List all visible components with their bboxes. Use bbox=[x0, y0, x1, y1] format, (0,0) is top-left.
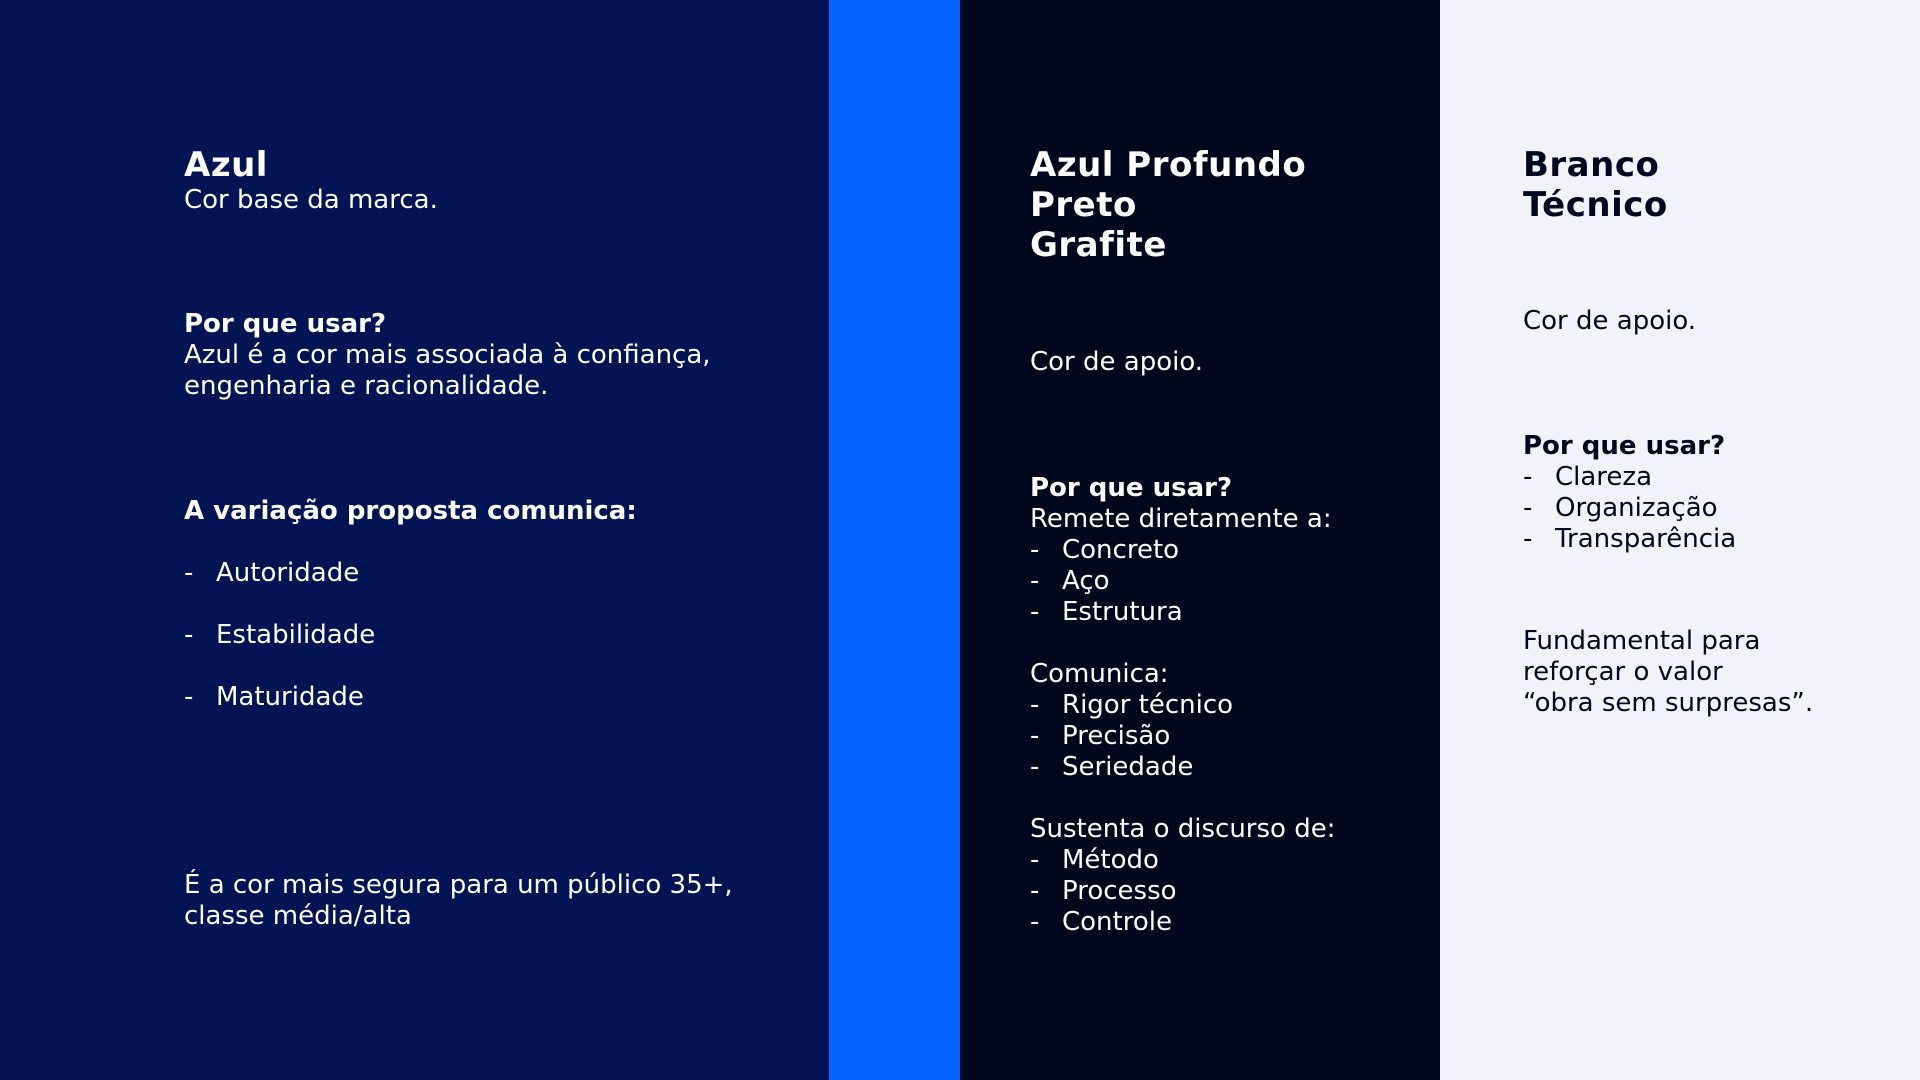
white-header bbox=[1523, 145, 1668, 225]
list-item: - Método bbox=[1030, 845, 1335, 876]
list-item: - Seriedade bbox=[1030, 752, 1335, 783]
white-subtitle: Cor de apoio. bbox=[1523, 306, 1697, 336]
list-item: - Autoridade bbox=[184, 558, 637, 589]
list-item: - Maturidade bbox=[184, 682, 637, 713]
azul-why-heading: Por que usar? bbox=[184, 309, 387, 339]
list-item: - Estrutura bbox=[1030, 597, 1335, 628]
list-item: - Precisão bbox=[1030, 721, 1335, 752]
white-why-list bbox=[1523, 462, 1736, 555]
list-item: - Estabilidade bbox=[184, 620, 637, 651]
azul-subtitle: Cor base da marca. bbox=[184, 185, 438, 215]
azul-variation-heading: A variação proposta comunica: bbox=[184, 496, 637, 526]
dark-communicates-label: Comunica: bbox=[1030, 659, 1169, 689]
azul-why-section bbox=[184, 309, 711, 402]
azul-title: Azul bbox=[184, 145, 268, 185]
dark-sustains-list bbox=[1030, 845, 1335, 938]
dark-title-line-3: Grafite bbox=[1030, 225, 1167, 265]
azul-footer-line-2: classe média/alta bbox=[184, 901, 412, 931]
panel-azul bbox=[0, 0, 829, 1080]
list-item: - Rigor técnico bbox=[1030, 690, 1335, 721]
list-item: - Processo bbox=[1030, 876, 1335, 907]
azul-why-line-1: Azul é a cor mais associada à confiança, bbox=[184, 340, 711, 370]
list-item: - Clareza bbox=[1523, 462, 1736, 493]
dark-header bbox=[1030, 145, 1306, 265]
azul-variation-list bbox=[184, 558, 637, 713]
white-title-line-1: Branco bbox=[1523, 145, 1660, 185]
list-item: - Aço bbox=[1030, 566, 1335, 597]
dark-why-section bbox=[1030, 473, 1335, 938]
white-why-section bbox=[1523, 431, 1736, 555]
dark-title-line-1: Azul Profundo bbox=[1030, 145, 1307, 185]
azul-footer-line-1: É a cor mais segura para um público 35+, bbox=[184, 870, 733, 900]
dark-refers-list bbox=[1030, 535, 1335, 628]
panel-white bbox=[1440, 0, 1920, 1080]
azul-header bbox=[184, 145, 438, 216]
list-item: - Transparência bbox=[1523, 524, 1736, 555]
dark-subtitle: Cor de apoio. bbox=[1030, 347, 1204, 377]
azul-variation-section bbox=[184, 496, 637, 713]
dark-why-heading: Por que usar? bbox=[1030, 473, 1233, 503]
white-footer bbox=[1523, 626, 1813, 719]
list-item: - Organização bbox=[1523, 493, 1736, 524]
dark-title-line-2: Preto bbox=[1030, 185, 1137, 225]
white-footer-line-1: Fundamental para bbox=[1523, 626, 1761, 656]
list-item: - Concreto bbox=[1030, 535, 1335, 566]
list-item: - Controle bbox=[1030, 907, 1335, 938]
white-footer-line-3: “obra sem surpresas”. bbox=[1523, 688, 1814, 718]
dark-refers-label: Remete diretamente a: bbox=[1030, 504, 1332, 534]
azul-why-line-2: engenharia e racionalidade. bbox=[184, 371, 549, 401]
white-footer-line-2: reforçar o valor bbox=[1523, 657, 1723, 687]
dark-communicates-list bbox=[1030, 690, 1335, 783]
white-title-line-2: Técnico bbox=[1523, 185, 1668, 225]
accent-stripe bbox=[829, 0, 960, 1080]
dark-sustains-label: Sustenta o discurso de: bbox=[1030, 814, 1336, 844]
panel-dark bbox=[960, 0, 1440, 1080]
azul-footer bbox=[184, 870, 733, 932]
white-why-heading: Por que usar? bbox=[1523, 431, 1726, 461]
